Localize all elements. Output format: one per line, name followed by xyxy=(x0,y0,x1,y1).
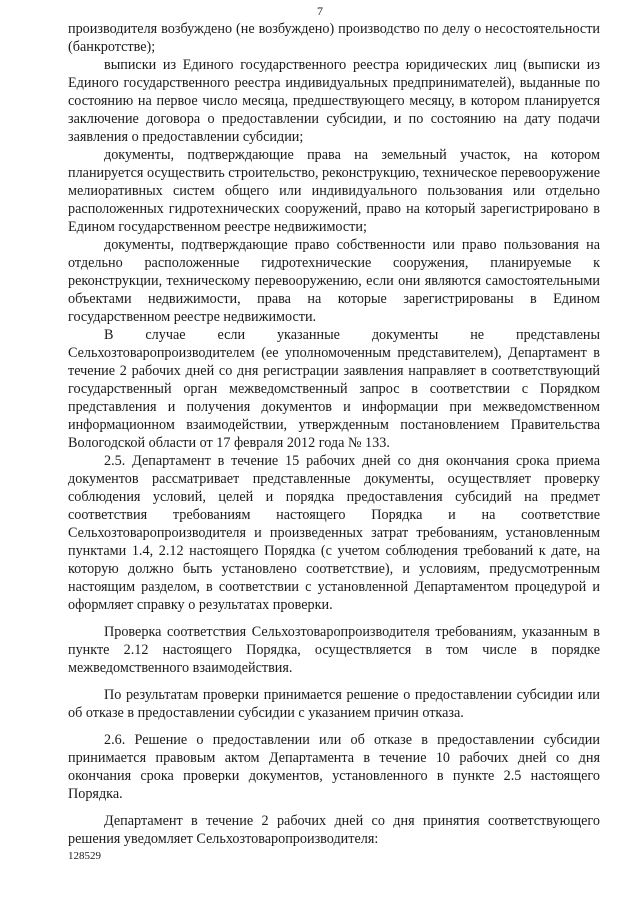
paragraph-ownership-documents: документы, подтверждающие право собственности или право пользования на отдельно расположенные гидротехнические сооружения, планируемые к реконструкции, техническому перевооружению, если они являются самостоятельными объектами недвижимости, права на которые зарегистрированы в Едином государственном реестре недвижимости. xyxy=(68,237,600,325)
paragraph-section-2-5: 2.5. Департамент в течение 15 рабочих дней со дня окончания срока приема документов рассматривает представленные документы, осуществляет проверку соблюдения условий, целей и порядка предоставления субсидий на предмет соответствия требованиям настоящего Порядка и на соответствие Сельхозтоваропроизводителя и произведенных затрат требованиям, установленным пунктами 1.4, 2.12 настоящего Порядка (с учетом соблюдения требований к дате, на которую должно быть установлено соответствие), и условиям, предусмотренным настоящим разделом, в соответствии с установленной Департаментом процедурой и оформляет справку о результатах проверки. xyxy=(68,453,600,613)
paragraph-decision-result: По результатам проверки принимается решение о предоставлении субсидии или об отказе в предоставлении субсидии с указанием причин отказа. xyxy=(68,687,600,721)
paragraph-section-2-6: 2.6. Решение о предоставлении или об отказе в предоставлении субсидии принимается правовым актом Департамента в течение 10 рабочих дней со дня окончания срока проверки документов, установленного в пункте 2.5 настоящего Порядка. xyxy=(68,732,600,802)
paragraph-compliance-check: Проверка соответствия Сельхозтоваропроизводителя требованиям, указанным в пункте 2.12 настоящего Порядка, осуществляется в том числе в порядке межведомственного взаимодействия. xyxy=(68,624,600,676)
paragraph-land-rights: документы, подтверждающие права на земельный участок, на котором планируется осуществить строительство, реконструкцию, техническое перевооружение мелиоративных систем общего или индивидуального пользования или отдельно расположенных гидротехнических сооружений, право на который зарегистрировано в Едином государственном реестре недвижимости; xyxy=(68,147,600,235)
paragraph-bankruptcy: производителя возбуждено (не возбуждено) производство по делу о несостоятельности (банкротстве); xyxy=(68,21,600,55)
paragraph-interagency-request: В случае если указанные документы не представлены Сельхозтоваропроизводителем (ее уполномоченным представителем), Департамент в течение 2 рабочих дней со дня регистрации заявления направляет в соответствующий государственный орган межведомственный запрос в соответствии с Порядком представления и получения документов и информации при межведомственном информационном взаимодействии, утвержденным постановлением Правительства Вологодской области от 17 февраля 2012 года № 133. xyxy=(68,327,600,451)
document-code: 128529 xyxy=(68,850,101,862)
document-body xyxy=(68,20,600,848)
paragraph-notification: Департамент в течение 2 рабочих дней со дня принятия соответствующего решения уведомляет Сельхозтоваропроизводителя: xyxy=(68,813,600,847)
paragraph-egrul-extracts: выписки из Единого государственного реестра юридических лиц (выписки из Единого государственного реестра индивидуальных предпринимателей), выданные по состоянию на первое число месяца, предшествующего месяцу, в котором планируется заключение договора о предоставлении субсидии, и по состоянию на дату подачи заявления о предоставлении субсидии; xyxy=(68,57,600,145)
page-number: 7 xyxy=(317,4,323,18)
